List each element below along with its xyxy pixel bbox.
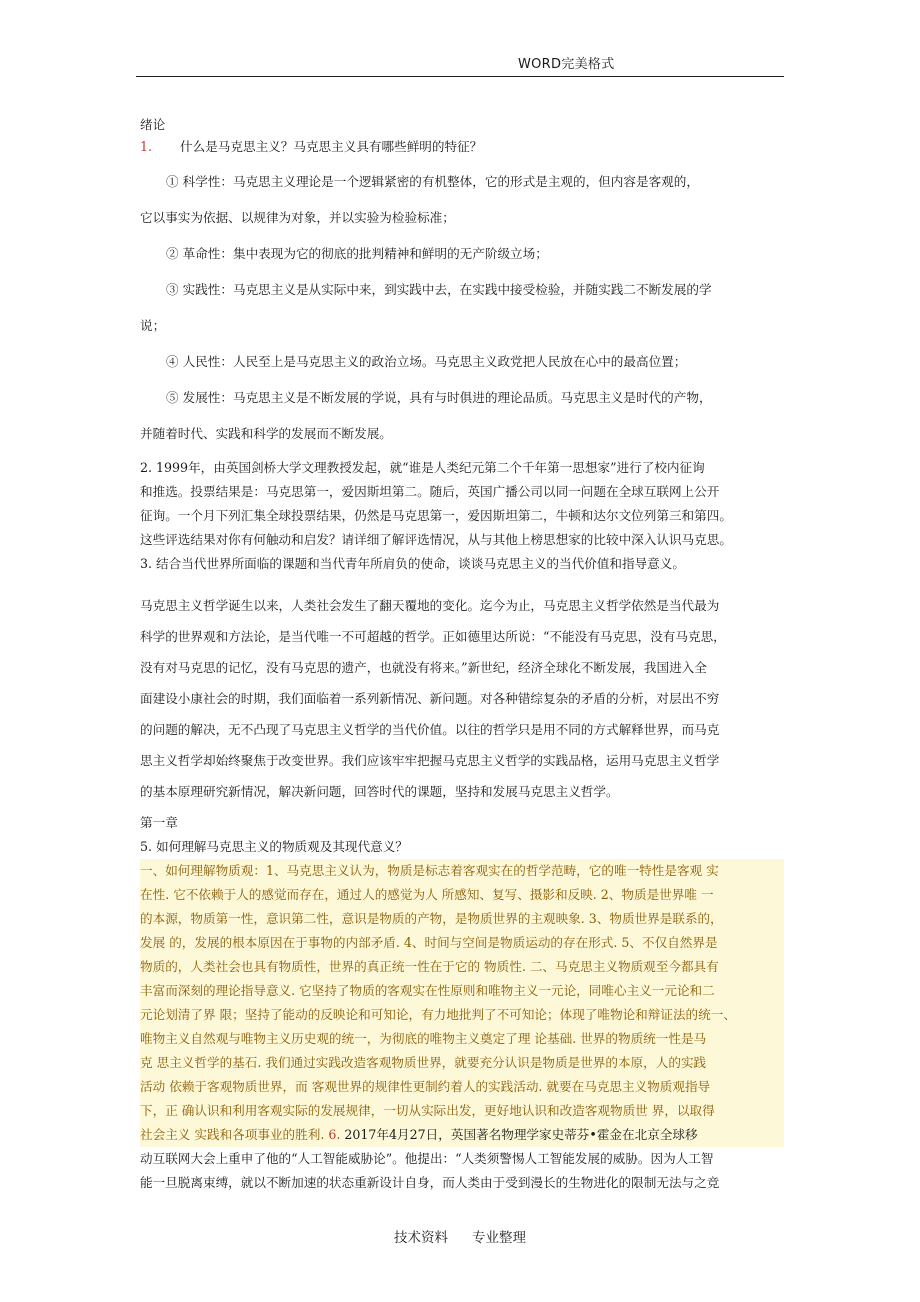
- chapter-heading: 第一章: [140, 815, 178, 830]
- question-5: 5. 如何理解马克思主义的物质观及其现代意义？: [140, 839, 408, 854]
- point-line: ① 科学性：马克思主义理论是一个逻辑紧密的有机整体，它的形式是主观的，但内容是客观的，: [166, 174, 699, 189]
- answer-line: 丰富而深刻的理论指导意义. 它坚持了物质的客观实在性原则和唯物主义一元论，同唯心主义一元论和二: [140, 983, 715, 998]
- answer-line: 科学的世界观和方法论，是当代唯一不可超越的哲学。正如德里达所说：“不能没有马克思，没有马克思，: [140, 629, 726, 644]
- answer-line: 元论划清了界 限；坚持了能动的反映论和可知论，有力地批判了不可知论；体现了唯物论和辩证法的统一、: [140, 1007, 736, 1022]
- header-title: WORD完美格式: [518, 57, 615, 72]
- answer-line: 物质的，人类社会也具有物质性，世界的真正统一性在于它的 物质性. 二、马克思主义物质观至今都具有: [140, 959, 719, 974]
- question-6-line: 动互联网大会上重申了他的“人工智能威胁论”。他提出：“人类须警惕人工智能发展的威胁。因为人工智: [140, 1151, 714, 1166]
- answer-line: 面建设小康社会的时期，我们面临着一系列新情况、新问题。对各种错综复杂的矛盾的分析，对层出不穷: [140, 691, 720, 706]
- answer-line: 克 思主义哲学的基石. 我们通过实践改造客观物质世界，就要充分认识是物质是世界的本原，人的实践: [140, 1055, 707, 1070]
- page-header: [0, 52, 920, 78]
- answer-line: 的基本原理研究新情况，解决新问题，回答时代的课题，坚持和发展马克思主义哲学。: [140, 784, 619, 799]
- answer-line: 的本源，物质第一性，意识第二性，意识是物质的产物，是物质世界的主观映象. 3、物质世界是联系的，: [140, 911, 723, 926]
- question-1: [140, 136, 784, 158]
- question-3: 3. 结合当代世界所面临的课题和当代青年所肩负的使命，谈谈马克思主义的当代价值和指导意义。: [140, 556, 685, 571]
- footer-left: 技术资料: [394, 1230, 448, 1246]
- question-1-number: 1.: [140, 139, 153, 154]
- answer-line: 在性. 它不依赖于人的感觉而存在，通过人的感觉为人 所感知、复写、摄影和反映. 2、物质是世界唯 一: [140, 887, 714, 902]
- question-6-number: 6.: [328, 1127, 341, 1142]
- point-line: ② 革命性：集中表现为它的彻底的批判精神和鲜明的无产阶级立场；: [166, 246, 548, 261]
- intro-heading: 绪论: [140, 117, 166, 132]
- point-line: 它以事实为依据、以规律为对象，并以实验为检验标准；: [140, 210, 455, 225]
- answer-line: 发展 的，发展的根本原因在于事物的内部矛盾. 4、时间与空间是物质运动的存在形式. 5、不仅自然界是: [140, 935, 718, 950]
- answer-line: 没有对马克思的记忆，没有马克思的遗产，也就没有将来。”新世纪，经济全球化不断发展，我国进入全: [140, 660, 707, 675]
- point-line: ③ 实践性：马克思主义是从实际中来，到实践中去，在实践中接受检验，并随实践二不断发展的学: [166, 282, 712, 297]
- answer-line: 思主义哲学却始终聚焦于改变世界。我们应该牢牢把握马克思主义哲学的实践品格，运用马克思主义哲学: [140, 753, 720, 768]
- answer-tail: 社会主义 实践和各项事业的胜利.: [140, 1127, 325, 1142]
- question-2-line: 2. 1999年，由英国剑桥大学文理教授发起，就“谁是人类纪元第二个千年第一思想家”进行了校内征询: [140, 460, 705, 475]
- question-2-line: 和推选。投票结果是：马克思第一，爱因斯坦第二。随后，英国广播公司以同一问题在全球互联网上公开: [140, 484, 720, 499]
- point-line: 并随着时代、实践和科学的发展而不断发展。: [140, 426, 392, 441]
- highlighted-answer: [140, 859, 784, 1147]
- answer-line: 下，正 确认识和利用客观实际的发展规律，一切从实际出发，更好地认识和改造客观物质世 界，以取得: [140, 1103, 715, 1118]
- answer-line: 马克思主义哲学诞生以来，人类社会发生了翻天覆地的变化。迄今为止，马克思主义哲学依然是当代最为: [140, 598, 720, 613]
- question-1-text: 什么是马克思主义？马克思主义具有哪些鲜明的特征？: [180, 139, 483, 154]
- footer-right: 专业整理: [472, 1230, 526, 1246]
- point-line: ④ 人民性：人民至上是马克思主义的政治立场。马克思主义政党把人民放在心中的最高位置；: [166, 354, 687, 369]
- question-2-line: 征询。一个月下列汇集全球投票结果，仍然是马克思第一，爱因斯坦第二，牛顿和达尔文位列第三和第四。: [140, 508, 732, 523]
- page-footer: [0, 1226, 920, 1246]
- answer-line: 活动 依赖于客观物质世界，而 客观世界的规律性更制约着人的实践活动. 就要在马克思主义物质观指导: [140, 1079, 711, 1094]
- answer-line: 一、如何理解物质观：1、马克思主义认为，物质是标志着客观实在的哲学范畴，它的唯一特性是客观 实: [140, 863, 719, 878]
- question-6-text: 2017年4月27日，英国著名物理学家史蒂芬•霍金在北京全球移: [344, 1127, 698, 1142]
- answer-last-line: [140, 1123, 784, 1147]
- answer-line: 的问题的解决，无不凸现了马克思主义哲学的当代价值。以往的哲学只是用不同的方式解释世界，而马克: [140, 722, 720, 737]
- answer-line: 唯物主义自然观与唯物主义历史观的统一，为彻底的唯物主义奠定了理 论基础. 世界的物质统一性是马: [140, 1031, 707, 1046]
- point-line: ⑤ 发展性：马克思主义是不断发展的学说，具有与时俱进的理论品质。马克思主义是时代的产物，: [166, 390, 712, 405]
- question-6-line: 能一旦脱离束缚，就以不断加速的状态重新设计自身，而人类由于受到漫长的生物进化的限制无法与之竞: [140, 1175, 720, 1190]
- header-rule: [136, 76, 784, 77]
- question-2-line: 这些评选结果对你有何触动和启发？请详细了解评选情况，从与其他上榜思想家的比较中深入认识马克思。: [140, 532, 732, 547]
- document-body: [140, 114, 784, 1195]
- point-line: 说；: [140, 318, 166, 333]
